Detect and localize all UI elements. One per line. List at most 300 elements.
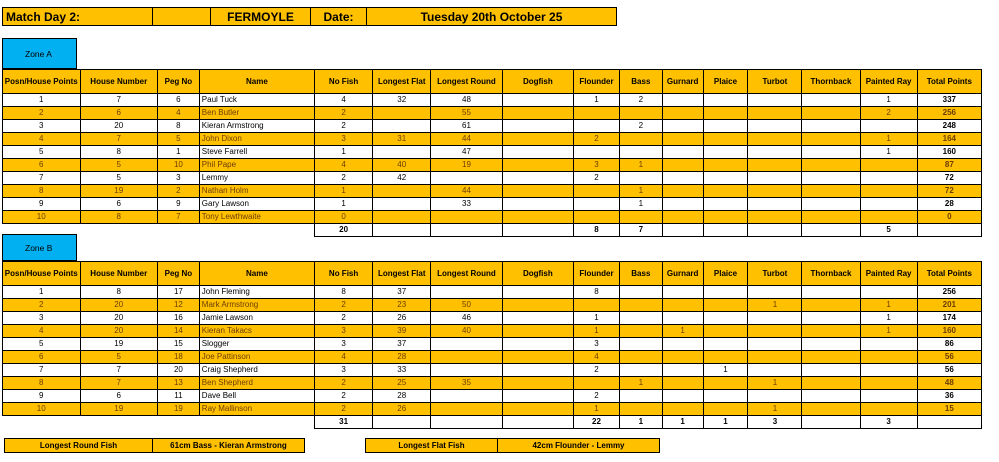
longest-round-label: Longest Round Fish <box>4 438 153 453</box>
col-flounder-cell: 1 <box>574 403 620 416</box>
col-gurnard-cell <box>662 377 703 390</box>
col-longest-round-cell: 40 <box>431 325 502 338</box>
col-longest-flat-cell: 37 <box>373 338 431 351</box>
col-painted-ray-cell: 1 <box>860 325 917 338</box>
col-name-cell: Dave Bell <box>199 390 314 403</box>
header-empty-cell <box>152 7 211 26</box>
col-plaice-cell <box>703 325 748 338</box>
col-name-cell: Gary Lawson <box>199 198 314 211</box>
col-plaice-cell <box>703 107 748 120</box>
col-house-number-cell: 19 <box>80 338 158 351</box>
table-row <box>3 120 982 133</box>
col-longest-flat-cell: 28 <box>373 351 431 364</box>
col-dogfish-cell <box>502 185 573 198</box>
col-longest-round-cell <box>431 364 502 377</box>
col-house-number-cell: 8 <box>80 211 158 224</box>
col-painted-ray-cell: 1 <box>860 94 917 107</box>
zone-b-label: Zone B <box>2 234 77 261</box>
col-total-points-cell: 0 <box>917 211 981 224</box>
col-thornback-cell <box>802 312 860 325</box>
col-bass-cell <box>619 338 662 351</box>
col-plaice-cell <box>703 286 748 299</box>
col-gurnard-header: Gurnard <box>662 262 703 286</box>
col-plaice-cell <box>703 185 748 198</box>
col-flounder-cell: 1 <box>574 94 620 107</box>
longest-flat-value: 42cm Flounder - Lemmy <box>497 438 660 453</box>
col-house-number-cell: 5 <box>80 159 158 172</box>
table-row <box>3 325 982 338</box>
col-longest-round-header: Longest Round <box>431 70 502 94</box>
col-gurnard-cell: 1 <box>662 325 703 338</box>
col-posn-cell: 5 <box>3 338 81 351</box>
col-plaice-header: Plaice <box>703 70 748 94</box>
col-peg-no-cell: 14 <box>158 325 200 338</box>
table-row <box>3 299 982 312</box>
table-row <box>3 146 982 159</box>
col-longest-round-cell <box>431 403 502 416</box>
header-row <box>3 70 982 94</box>
col-painted-ray-cell <box>860 403 917 416</box>
col-dogfish-cell <box>502 120 573 133</box>
venue-cell: FERMOYLE <box>210 7 311 26</box>
col-dogfish-cell <box>502 133 573 146</box>
col-longest-round-header: Longest Round <box>431 262 502 286</box>
date-label: Date: <box>310 7 367 26</box>
col-bass-total: 1 <box>619 416 662 429</box>
col-bass-cell <box>619 286 662 299</box>
zone-a-label: Zone A <box>2 38 77 69</box>
col-longest-flat-cell <box>373 211 431 224</box>
col-plaice-header: Plaice <box>703 262 748 286</box>
col-thornback-cell <box>802 120 860 133</box>
col-no-fish-header: No Fish <box>315 262 373 286</box>
col-longest-round-cell <box>431 286 502 299</box>
col-total-points-cell: 174 <box>917 312 981 325</box>
col-flounder-header: Flounder <box>574 262 620 286</box>
col-longest-round-cell: 46 <box>431 312 502 325</box>
col-plaice-total <box>703 224 748 237</box>
col-posn-cell: 5 <box>3 146 81 159</box>
col-longest-flat-cell: 40 <box>373 159 431 172</box>
col-name-total <box>199 416 314 429</box>
col-longest-flat-cell: 26 <box>373 312 431 325</box>
table-row <box>3 351 982 364</box>
col-peg-no-total <box>158 224 200 237</box>
col-longest-round-total <box>431 416 502 429</box>
col-bass-cell <box>619 312 662 325</box>
col-bass-cell <box>619 133 662 146</box>
col-no-fish-cell: 2 <box>315 107 373 120</box>
col-name-cell: Tony Lewthwaite <box>199 211 314 224</box>
col-longest-flat-cell: 28 <box>373 390 431 403</box>
col-total-points-cell: 201 <box>917 299 981 312</box>
col-name-cell: Kieran Takacs <box>199 325 314 338</box>
col-house-number-cell: 8 <box>80 146 158 159</box>
col-no-fish-cell: 3 <box>315 338 373 351</box>
col-posn-cell: 9 <box>3 198 81 211</box>
col-peg-no-header: Peg No <box>158 262 200 286</box>
col-posn-header: Posn/House Points <box>3 70 81 94</box>
col-flounder-cell <box>574 120 620 133</box>
col-house-number-cell: 5 <box>80 351 158 364</box>
col-no-fish-cell: 4 <box>315 351 373 364</box>
col-gurnard-cell <box>662 146 703 159</box>
col-plaice-cell <box>703 133 748 146</box>
zone-b-table <box>2 261 982 429</box>
col-painted-ray-cell: 2 <box>860 107 917 120</box>
col-peg-no-cell: 19 <box>158 403 200 416</box>
col-painted-ray-cell: 1 <box>860 146 917 159</box>
col-gurnard-cell <box>662 403 703 416</box>
col-total-points-cell: 15 <box>917 403 981 416</box>
col-dogfish-header: Dogfish <box>502 70 573 94</box>
col-total-points-cell: 72 <box>917 172 981 185</box>
col-no-fish-cell: 2 <box>315 312 373 325</box>
col-flounder-cell: 1 <box>574 325 620 338</box>
col-longest-flat-cell: 32 <box>373 94 431 107</box>
col-turbot-cell <box>748 94 802 107</box>
col-thornback-cell <box>802 185 860 198</box>
col-gurnard-header: Gurnard <box>662 70 703 94</box>
col-name-cell: John Dixon <box>199 133 314 146</box>
col-painted-ray-cell <box>860 286 917 299</box>
col-plaice-cell <box>703 299 748 312</box>
longest-round-value: 61cm Bass - Kieran Armstrong <box>152 438 305 453</box>
col-longest-round-cell: 50 <box>431 299 502 312</box>
col-house-number-cell: 6 <box>80 198 158 211</box>
col-total-points-cell: 72 <box>917 185 981 198</box>
col-longest-flat-cell: 33 <box>373 364 431 377</box>
col-bass-cell <box>619 172 662 185</box>
col-peg-no-cell: 10 <box>158 159 200 172</box>
col-posn-cell: 2 <box>3 107 81 120</box>
col-turbot-cell <box>748 351 802 364</box>
col-bass-header: Bass <box>619 70 662 94</box>
col-gurnard-cell <box>662 198 703 211</box>
col-turbot-cell <box>748 364 802 377</box>
col-name-cell: Joe Pattinson <box>199 351 314 364</box>
col-total-points-cell: 160 <box>917 146 981 159</box>
col-dogfish-cell <box>502 390 573 403</box>
table-row <box>3 172 982 185</box>
col-house-number-cell: 20 <box>80 299 158 312</box>
col-longest-flat-cell <box>373 120 431 133</box>
col-name-cell: Paul Tuck <box>199 94 314 107</box>
col-thornback-cell <box>802 338 860 351</box>
col-longest-round-cell: 48 <box>431 94 502 107</box>
col-total-points-cell: 56 <box>917 351 981 364</box>
col-total-points-header: Total Points <box>917 70 981 94</box>
col-turbot-header: Turbot <box>748 262 802 286</box>
col-longest-flat-cell: 23 <box>373 299 431 312</box>
col-gurnard-cell <box>662 364 703 377</box>
col-name-cell: Lemmy <box>199 172 314 185</box>
col-painted-ray-cell <box>860 211 917 224</box>
col-posn-cell: 10 <box>3 211 81 224</box>
col-house-number-cell: 19 <box>80 185 158 198</box>
col-flounder-cell <box>574 377 620 390</box>
col-name-cell: Kieran Armstrong <box>199 120 314 133</box>
col-bass-cell <box>619 325 662 338</box>
col-house-number-total <box>80 416 158 429</box>
col-peg-no-cell: 16 <box>158 312 200 325</box>
col-turbot-cell <box>748 159 802 172</box>
col-painted-ray-cell <box>860 364 917 377</box>
col-turbot-cell <box>748 338 802 351</box>
col-longest-round-total <box>431 224 502 237</box>
col-total-points-total <box>917 224 981 237</box>
col-bass-header: Bass <box>619 262 662 286</box>
col-dogfish-cell <box>502 198 573 211</box>
col-name-cell: Jamie Lawson <box>199 312 314 325</box>
col-name-cell: Mark Armstrong <box>199 299 314 312</box>
col-longest-flat-cell: 31 <box>373 133 431 146</box>
col-plaice-cell <box>703 403 748 416</box>
col-posn-total <box>3 416 81 429</box>
col-bass-cell: 2 <box>619 120 662 133</box>
table-row <box>3 403 982 416</box>
col-peg-no-cell: 9 <box>158 198 200 211</box>
table-row <box>3 390 982 403</box>
col-longest-flat-cell: 37 <box>373 286 431 299</box>
col-flounder-cell: 2 <box>574 133 620 146</box>
col-turbot-cell <box>748 185 802 198</box>
col-no-fish-cell: 1 <box>315 185 373 198</box>
col-turbot-header: Turbot <box>748 70 802 94</box>
col-thornback-cell <box>802 211 860 224</box>
col-longest-flat-cell <box>373 185 431 198</box>
col-longest-flat-header: Longest Flat <box>373 262 431 286</box>
col-longest-round-cell <box>431 338 502 351</box>
col-bass-cell: 1 <box>619 185 662 198</box>
col-house-number-cell: 7 <box>80 94 158 107</box>
col-name-cell: Ben Butler <box>199 107 314 120</box>
col-bass-cell <box>619 390 662 403</box>
col-dogfish-cell <box>502 325 573 338</box>
col-painted-ray-cell: 1 <box>860 312 917 325</box>
col-dogfish-cell <box>502 172 573 185</box>
col-gurnard-cell <box>662 94 703 107</box>
col-painted-ray-total: 3 <box>860 416 917 429</box>
col-peg-no-cell: 17 <box>158 286 200 299</box>
col-turbot-cell <box>748 146 802 159</box>
col-thornback-cell <box>802 364 860 377</box>
col-plaice-cell <box>703 312 748 325</box>
col-painted-ray-cell <box>860 377 917 390</box>
col-no-fish-cell: 3 <box>315 325 373 338</box>
col-bass-cell: 1 <box>619 377 662 390</box>
col-total-points-cell: 256 <box>917 107 981 120</box>
col-peg-no-header: Peg No <box>158 70 200 94</box>
col-dogfish-cell <box>502 107 573 120</box>
col-no-fish-cell: 8 <box>315 286 373 299</box>
col-house-number-cell: 7 <box>80 377 158 390</box>
col-turbot-cell <box>748 120 802 133</box>
col-gurnard-cell <box>662 133 703 146</box>
table-row <box>3 159 982 172</box>
col-painted-ray-cell: 1 <box>860 299 917 312</box>
col-painted-ray-header: Painted Ray <box>860 262 917 286</box>
col-gurnard-cell <box>662 351 703 364</box>
col-peg-no-cell: 3 <box>158 172 200 185</box>
col-painted-ray-cell <box>860 120 917 133</box>
col-painted-ray-cell <box>860 390 917 403</box>
col-flounder-cell <box>574 299 620 312</box>
col-thornback-header: Thornback <box>802 262 860 286</box>
col-plaice-cell <box>703 338 748 351</box>
col-flounder-cell: 2 <box>574 390 620 403</box>
col-flounder-cell <box>574 107 620 120</box>
col-house-number-header: House Number <box>80 262 158 286</box>
col-total-points-cell: 337 <box>917 94 981 107</box>
col-peg-no-cell: 8 <box>158 120 200 133</box>
col-no-fish-cell: 4 <box>315 94 373 107</box>
col-flounder-cell: 3 <box>574 159 620 172</box>
col-house-number-cell: 6 <box>80 390 158 403</box>
col-name-cell: Ray Mallinson <box>199 403 314 416</box>
col-bass-cell: 1 <box>619 198 662 211</box>
table-row <box>3 107 982 120</box>
col-plaice-cell <box>703 211 748 224</box>
col-peg-no-cell: 15 <box>158 338 200 351</box>
col-no-fish-cell: 0 <box>315 211 373 224</box>
col-thornback-cell <box>802 286 860 299</box>
col-thornback-cell <box>802 159 860 172</box>
col-painted-ray-cell: 1 <box>860 133 917 146</box>
col-flounder-total: 22 <box>574 416 620 429</box>
col-peg-no-cell: 1 <box>158 146 200 159</box>
col-dogfish-cell <box>502 299 573 312</box>
col-dogfish-total <box>502 416 573 429</box>
col-thornback-total <box>802 224 860 237</box>
col-name-cell: John Fleming <box>199 286 314 299</box>
col-name-header: Name <box>199 262 314 286</box>
col-turbot-cell <box>748 133 802 146</box>
col-longest-flat-cell: 42 <box>373 172 431 185</box>
col-thornback-cell <box>802 172 860 185</box>
col-posn-cell: 6 <box>3 351 81 364</box>
col-bass-total: 7 <box>619 224 662 237</box>
col-posn-cell: 8 <box>3 185 81 198</box>
col-house-number-cell: 7 <box>80 133 158 146</box>
col-gurnard-cell <box>662 185 703 198</box>
table-row <box>3 133 982 146</box>
col-house-number-cell: 20 <box>80 325 158 338</box>
col-no-fish-header: No Fish <box>315 70 373 94</box>
col-plaice-cell: 1 <box>703 364 748 377</box>
col-dogfish-cell <box>502 94 573 107</box>
col-longest-flat-cell: 26 <box>373 403 431 416</box>
col-plaice-cell <box>703 351 748 364</box>
col-bass-cell <box>619 351 662 364</box>
col-thornback-cell <box>802 146 860 159</box>
col-dogfish-cell <box>502 286 573 299</box>
match-day-label: Match Day 2: <box>2 7 153 26</box>
col-bass-cell <box>619 107 662 120</box>
col-plaice-cell <box>703 94 748 107</box>
col-no-fish-cell: 2 <box>315 377 373 390</box>
col-no-fish-cell: 2 <box>315 299 373 312</box>
col-no-fish-cell: 3 <box>315 364 373 377</box>
col-name-cell: Nathan Holm <box>199 185 314 198</box>
col-turbot-cell <box>748 325 802 338</box>
col-no-fish-cell: 1 <box>315 198 373 211</box>
col-bass-cell <box>619 403 662 416</box>
col-painted-ray-cell <box>860 338 917 351</box>
col-no-fish-cell: 2 <box>315 120 373 133</box>
col-thornback-cell <box>802 198 860 211</box>
col-dogfish-cell <box>502 211 573 224</box>
col-peg-no-cell: 6 <box>158 94 200 107</box>
col-longest-round-cell <box>431 172 502 185</box>
col-painted-ray-total: 5 <box>860 224 917 237</box>
col-thornback-cell <box>802 377 860 390</box>
col-turbot-cell: 1 <box>748 403 802 416</box>
col-name-total <box>199 224 314 237</box>
col-longest-flat-header: Longest Flat <box>373 70 431 94</box>
col-thornback-cell <box>802 107 860 120</box>
col-turbot-cell <box>748 172 802 185</box>
col-posn-cell: 3 <box>3 120 81 133</box>
col-peg-no-total <box>158 416 200 429</box>
col-plaice-cell <box>703 390 748 403</box>
col-plaice-cell <box>703 120 748 133</box>
col-dogfish-cell <box>502 159 573 172</box>
col-plaice-cell <box>703 172 748 185</box>
totals-row <box>3 416 982 429</box>
col-gurnard-cell <box>662 107 703 120</box>
col-flounder-cell: 8 <box>574 286 620 299</box>
col-posn-cell: 6 <box>3 159 81 172</box>
col-longest-flat-total <box>373 224 431 237</box>
col-longest-round-cell: 44 <box>431 133 502 146</box>
col-gurnard-cell <box>662 159 703 172</box>
col-longest-round-cell: 47 <box>431 146 502 159</box>
col-name-header: Name <box>199 70 314 94</box>
col-house-number-total <box>80 224 158 237</box>
col-no-fish-cell: 4 <box>315 159 373 172</box>
col-no-fish-cell: 2 <box>315 403 373 416</box>
col-house-number-cell: 5 <box>80 172 158 185</box>
col-dogfish-total <box>502 224 573 237</box>
col-thornback-cell <box>802 325 860 338</box>
col-dogfish-cell <box>502 377 573 390</box>
col-house-number-cell: 7 <box>80 364 158 377</box>
col-posn-cell: 2 <box>3 299 81 312</box>
col-longest-round-cell <box>431 390 502 403</box>
col-name-cell: Ben Shepherd <box>199 377 314 390</box>
table-row <box>3 198 982 211</box>
col-longest-round-cell: 61 <box>431 120 502 133</box>
col-posn-cell: 4 <box>3 325 81 338</box>
col-thornback-cell <box>802 390 860 403</box>
col-dogfish-cell <box>502 351 573 364</box>
col-dogfish-cell <box>502 146 573 159</box>
table-row <box>3 312 982 325</box>
col-painted-ray-cell <box>860 159 917 172</box>
col-painted-ray-cell <box>860 185 917 198</box>
col-posn-cell: 4 <box>3 133 81 146</box>
col-name-cell: Slogger <box>199 338 314 351</box>
col-longest-round-cell <box>431 211 502 224</box>
col-flounder-cell <box>574 146 620 159</box>
table-row <box>3 364 982 377</box>
col-bass-cell <box>619 146 662 159</box>
col-gurnard-cell <box>662 172 703 185</box>
col-plaice-cell <box>703 377 748 390</box>
col-peg-no-cell: 13 <box>158 377 200 390</box>
col-longest-flat-cell <box>373 107 431 120</box>
